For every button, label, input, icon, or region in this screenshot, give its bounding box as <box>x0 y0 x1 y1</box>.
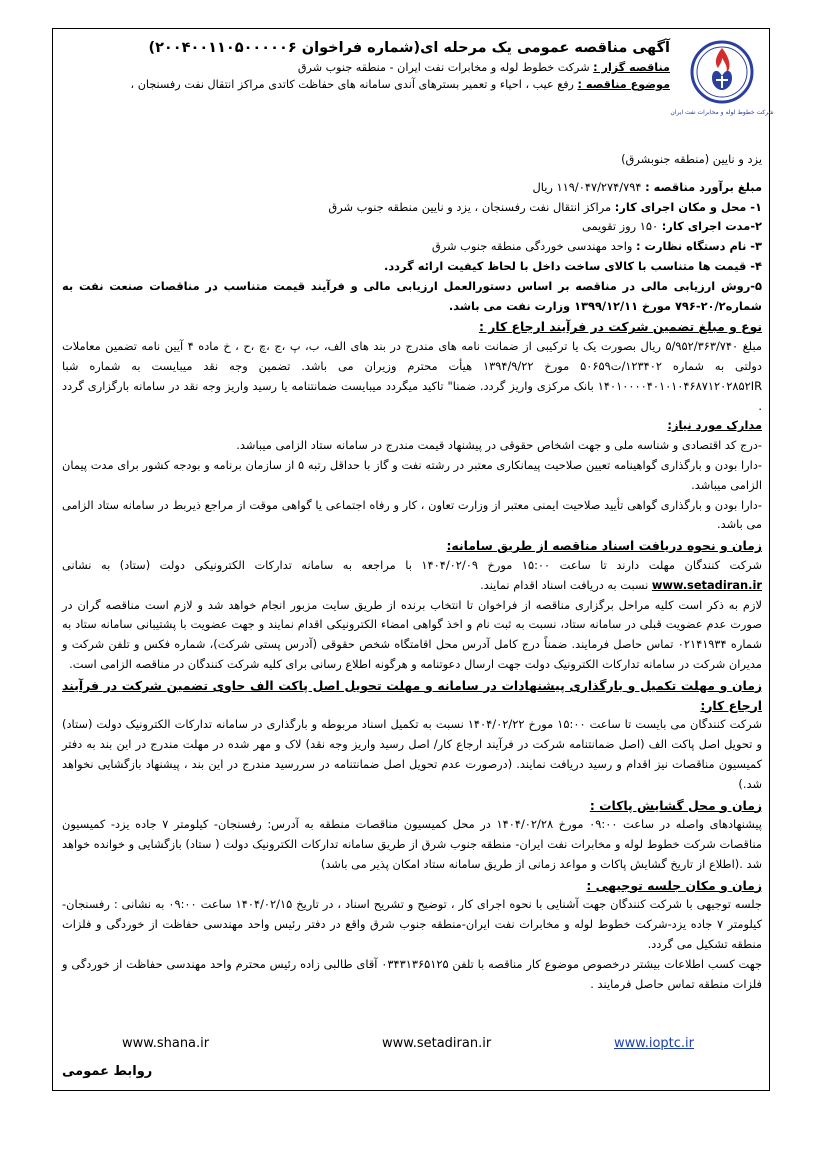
organizer-value: شرکت خطوط لوله و مخابرات نفت ایران - منطقه جنوب شرق <box>297 61 594 74</box>
footer-links <box>62 1036 762 1060</box>
item2-label: ۲-مدت اجرای کار: <box>661 219 762 234</box>
opening-text: پیشنهادهای واصله در ساعت ۰۹:۰۰ مورخ ۱۴۰۴/۰۲/۲۸ در محل کمیسیون مناقصات منطقه به آدرس: رفسنجان- کیلومتر ۷ جاده یزد- کمیسیون مناقصات شرکت خطوط لوله و مخابرات نفت ایران- منطقه جنوب شرق از طریق سامانه تدارکات الکترونیک دولت ( ستاد) بازگشایی و خوانده خواهد شد .(اطلاع از تاریخ گشایش پاکات و مواعد زمانی از طریق سامانه ستاد امکان پذیر می باشد) <box>62 817 762 871</box>
organizer-line <box>60 61 670 74</box>
item2-value: ۱۵۰ روز تقویمی <box>581 219 662 234</box>
logo-caption: شرکت خطوط لوله و مخابرات نفت ایران <box>670 109 774 116</box>
docs-heading: مدارک مورد نیاز: <box>667 418 762 433</box>
setadiran-link[interactable]: www.setadiran.ir <box>651 577 762 592</box>
meeting-text: جلسه توجیهی با شرکت کنندگان جهت آشنایی با نحوه اجرای کار ، توضیح و تشریح اسناد ، در تاریخ ۱۴۰۴/۰۲/۱۵ ساعت ۰۹:۰۰ به نشانی : رفسنجان- کیلومتر ۷ جاده یزد-شرکت خطوط لوله و مخابرات نفت ایران-منطقه جنوب شرق واقع در دفتر رئیس واحد مهندسی حفاظت از خوردگی و فلزات منطقه تشکیل می گردد. <box>62 897 762 952</box>
doc-item: -دارا بودن و بارگذاری گواهینامه تعیین صلاحیت پیمانکاری معتبر در رشته نفت و گاز با حداقل رتبه ۵ از سازمان برنامه و بودجه کشور برای مدت پیمان الزامی میباشد. <box>62 457 763 492</box>
notice-header <box>54 30 774 122</box>
guarantee-text: مبلغ ۵/۹۵۲/۳۶۳/۷۴۰ ریال بصورت یک یا ترکیبی از ضمانت نامه های مندرج در بند های الف، ب، پ ،ج ،چ ،ح ، خ ماده ۴ آیین نامه تضمین معاملات دولتی به شماره ۱۲۳۴۰۲/ت۵۰۶۵۹ مورخ ۱۳۹۴/۹/۲۲ هیأت محترم وزیران می باشد. تضمین وجه نقد میبایست به شماره شبا ۱۴۰۱۰۰۰۰۴۰۱۰۱۰۴۶۸۷۱۲۰۲۸۵۲IR بانک مرکزی واریز گردد. ضمنا" تاکید میگردد میبایست ضمانتنامه یا رسید واریز وجه نقد در سامانه بارگزاری گردد . <box>62 339 762 413</box>
estimate-value: ۱۱۹/۰۴۷/۲۷۴/۷۹۴ ریال <box>532 179 646 194</box>
opening-heading: زمان و محل گشایش پاکات : <box>589 797 762 813</box>
item-location <box>62 198 762 218</box>
notice-title: آگهی مناقصه عمومی یک مرحله ای(شماره فراخوان ۲۰۰۴۰۰۱۱۰۵۰۰۰۰۰۶) <box>148 40 670 56</box>
setadiran-footer-link[interactable]: www.setadiran.ir <box>382 1036 492 1051</box>
meeting-heading: زمان و مکان جلسه توجیهی : <box>586 877 762 893</box>
item-prices: ۴- قیمت ها متناسب با کالای ساخت داخل با لحاظ کیفیت ارائه گردد. <box>384 258 762 273</box>
item3-value: واحد مهندسی خوردگی منطقه جنوب شرق <box>431 239 637 254</box>
company-logo-icon <box>670 34 774 118</box>
item1-value: مراکز انتقال نفت رفسنجان ، یزد و نایین منطقه جنوب شرق <box>328 199 615 214</box>
item-supervisor <box>62 237 762 257</box>
doc-item: -دارا بودن و بارگذاری گواهی تأیید صلاحیت ایمنی معتبر از وزارت تعاون ، کار و رفاه اجتماعی یا گواهی موقت از مراجع ذیربط در سامانه ستاد الزامی می باشد. <box>62 497 762 532</box>
shana-link[interactable]: www.shana.ir <box>122 1036 210 1051</box>
organizer-label: مناقصه گزار : <box>593 61 670 74</box>
guarantee-heading: نوع و مبلغ تضمین شرکت در فرآیند ارجاع کار : <box>478 319 762 335</box>
item1-label: ۱- محل و مکان اجرای کار: <box>614 199 762 214</box>
ioptc-link[interactable]: www.ioptc.ir <box>614 1036 694 1051</box>
estimate-label: مبلغ برآورد مناقصه : <box>645 179 762 194</box>
public-relations-signature: روابط عمومی <box>62 1064 153 1079</box>
receipt-text <box>62 556 762 596</box>
receipt-heading: زمان و نحوه دریافت اسناد مناقصه از طریق سامانه: <box>446 538 762 554</box>
header-text <box>60 40 670 95</box>
subject-label: موضوع مناقصه : <box>577 78 670 91</box>
subject-line <box>60 78 670 91</box>
receipt-text-start: شرکت کنندگان مهلت دارند تا ساعت ۱۵:۰۰ مورخ ۱۴۰۴/۰۲/۰۹ با مراجعه به سامانه تدارکات الکترونیکی دولت (ستاد) به نشانی <box>62 557 762 572</box>
receipt-note: لازم به ذکر است کلیه مراحل برگزاری مناقصه از فراخوان تا انتخاب برنده از طریق سایت مزبور انجام خواهد شد و لازم است مناقصه گران در صورت عدم عضویت قبلی در سامانه ستاد، نسبت به ثبت نام و اخذ گواهی امضاء الکترونیکی اقدام نمایند و جهت عضویت با پشتیبانی سامانه ستاد به شماره ۰۲۱۴۱۹۳۴ تماس حاصل فرمایند. ضمناً درج کامل آدرس محل اقامتگاه شخص حقوقی (آدرس پستی شرکت)، شماره فکس و تلفن شرکت و مدیران شرکت در سامانه تدارکات الکترونیک دولت جهت ارسال دعوتنامه و هرگونه اطلاع رسانی برای کلیه شرکت کنندگان در مناقصه الزامی است. <box>62 597 762 671</box>
subject-continuation: یزد و نایین (منطقه جنوبشرق) <box>621 152 762 166</box>
submit-text: شرکت کنندگان می بایست تا ساعت ۱۵:۰۰ مورخ ۱۴۰۴/۰۲/۲۲ نسبت به تکمیل اسناد مربوطه و بارگذاری در سامانه تدارکات الکترونیک دولت (ستاد) و تحویل اصل پاکت الف (اصل ضمانتنامه شرکت در فرآیند ارجاع کار/ اصل رسید واریز وجه نقد) لاک و مهر شده در مهلت مندرج در این بند به دفتر کمیسیون مناقصات نیز اقدام و رسید دریافت نمایند. (درصورت عدم تحویل اصل ضمانتنامه در سررسید مندرج در این بند ، پیشنهاد بازگشایی نخواهد شد.) <box>62 717 763 791</box>
notice-body <box>62 150 762 994</box>
estimate-line <box>62 178 762 198</box>
item-duration <box>62 217 762 237</box>
contact-text: جهت کسب اطلاعات بیشتر درخصوص موضوع کار مناقصه با تلفن ۰۳۴۳۱۳۶۵۱۲۵ آقای طالبی زاده رئیس محترم واحد مهندسی حفاظت از خوردگی و فلزات منطقه تماس حاصل فرمایند . <box>62 956 762 991</box>
subject-value: رفع عیب ، احیاء و تعمیر بسترهای آندی سامانه های حفاظت کاتدی مراکز انتقال نفت رفسنجان ، <box>130 78 578 91</box>
receipt-text-end: نسبت به دریافت اسناد اقدام نمایند. <box>480 577 652 592</box>
item3-label: ۳- نام دستگاه نظارت : <box>636 239 762 254</box>
doc-item: -درج کد اقتصادی و شناسه ملی و جهت اشخاص حقوقی در پیشنهاد قیمت مندرج در سامانه ستاد الزامی میباشد. <box>236 438 762 453</box>
item-evaluation: ۵-روش ارزیابی مالی در مناقصه بر اساس دستورالعمل ارزیابی مالی و فرآیند قیمت متناسب در مناقصات صنعت نفت به شماره۲۰/۲-۷۹۶ مورخ ۱۳۹۹/۱۲/۱۱ وزارت نفت می باشد. <box>62 278 762 313</box>
submit-heading: زمان و مهلت تکمیل و بارگذاری پیشنهادات در سامانه و مهلت تحویل اصل پاکت الف حاوی تضمین شرکت در فرآیند ارجاع کار: <box>62 677 762 713</box>
